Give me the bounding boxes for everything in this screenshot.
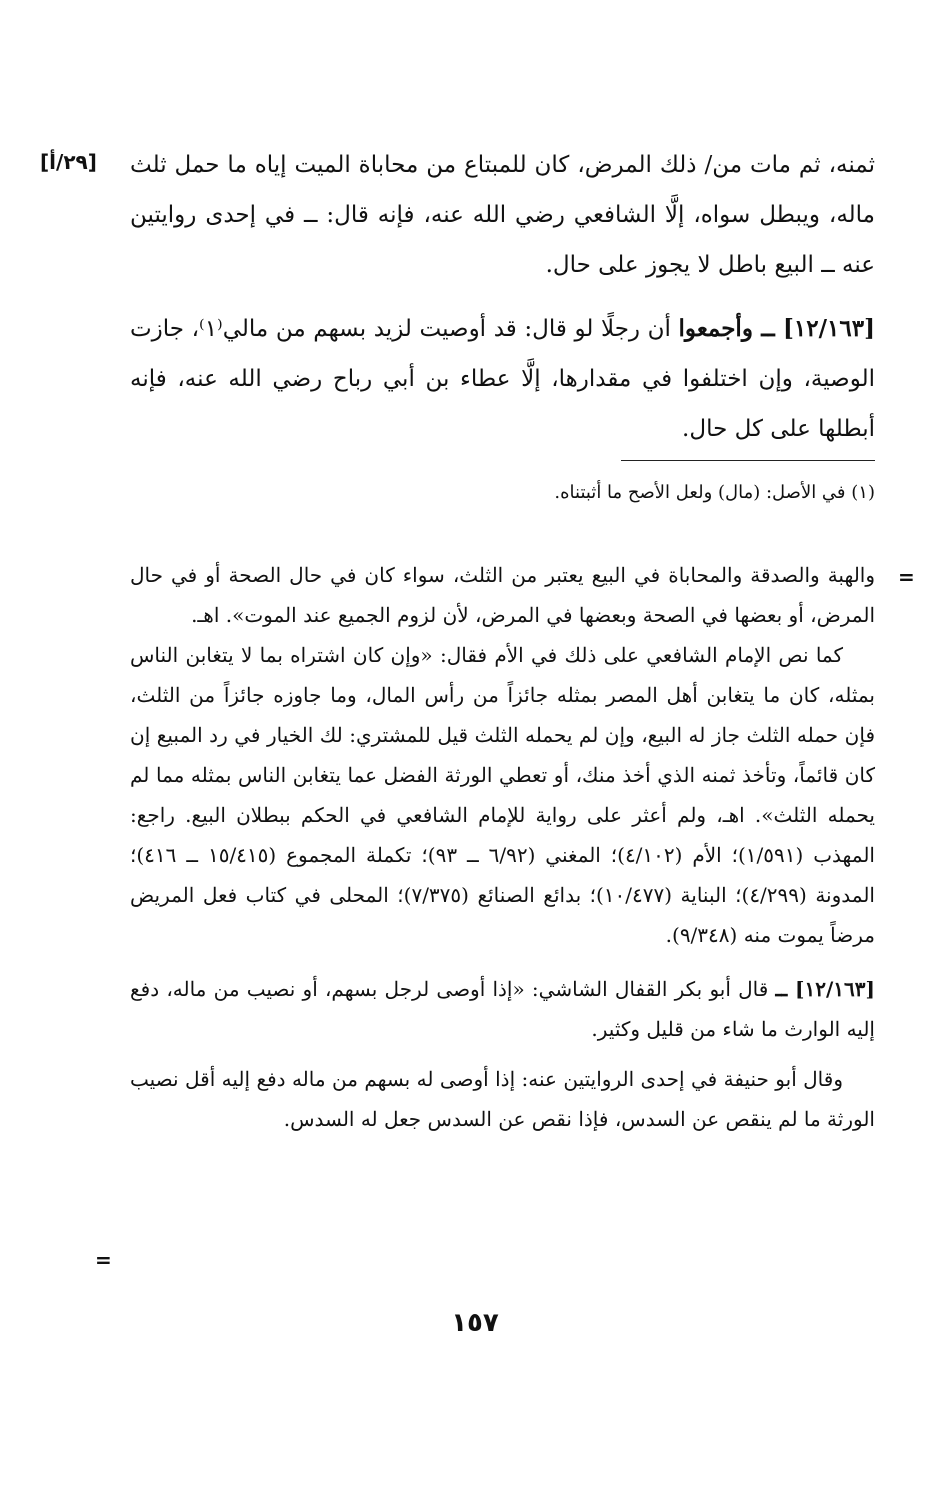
entry-reference: [١٢/١٦٣] ــ وأجمعوا xyxy=(678,315,875,342)
main-paragraph-2-text: أن رجلًا لو قال: قد أوصيت لزيد بسهم من مالي⁽١⁾، جازت الوصية، وإن اختلفوا في مقدارها، إلَّا عطاء بن أبي رباح رضي الله عنه، فإنه أبطلها على كل حال. xyxy=(130,316,875,442)
commentary-paragraph-3-text: قال أبو بكر القفال الشاشي: «إذا أوصى لرجل بسهم، أو نصيب من ماله، دفع إليه الوارث ما شاء من قليل وكثير. xyxy=(130,977,875,1041)
commentary-paragraph-2: كما نص الإمام الشافعي على ذلك في الأم فقال: «وإن كان اشتراه بما لا يتغابن الناس بمثله، كان ما يتغابن أهل المصر بمثله جائزاً من رأس المال، وما جاوزه جائزاً من الثلث، فإن حمله الثلث جاز له البيع، وإن لم يحمله الثلث قيل للمشتري: لك الخيار في رد المبيع إن كان قائماً، وتأخذ ثمنه الذي أخذ منك، أو تعطي الورثة الفضل عما يتغابن الناس بمثله مما لم يحمله الثلث». اهـ، ولم أعثر على رواية للإمام الشافعي في الحكم ببطلان البيع. راجع: المهذب (١/٥٩١)؛ الأم (٤/١٠٢)؛ المغني (٦/٩٢ ــ ٩٣)؛ تكملة المجموع (١٥/٤١٥ ــ ٤١٦)؛ المدونة (٤/٢٩٩)؛ البناية (١٠/٤٧٧)؛ بدائع الصنائع (٧/٣٧٥)؛ المحلى في كتاب فعل المريض مرضاً يموت منه (٩/٣٤٨). xyxy=(130,643,875,947)
commentary-paragraph-3 xyxy=(130,969,875,1049)
footnote-divider xyxy=(621,460,875,461)
continuation-mark: = xyxy=(898,565,915,589)
commentary-reference: [١٢/١٦٣] ــ xyxy=(775,977,875,1001)
folio-marker: [٢٩/أ] xyxy=(40,150,97,174)
main-paragraph-1: ثمنه، ثم مات من/ ذلك المرض، كان للمبتاع من محاباة الميت إياه ما حمل ثلث ماله، ويبطل سواه، إلَّا الشافعي رضي الله عنه، فإنه قال: ــ في إحدى روايتين عنه ــ البيع باطل لا يجوز على حال. xyxy=(130,152,875,278)
commentary xyxy=(130,555,875,1139)
commentary-paragraph-4: وقال أبو حنيفة في إحدى الروايتين عنه: إذا أوصى له بسهم من ماله دفع إليه أقل نصيب الورثة ما لم ينقص عن السدس، فإذا نقص عن السدس جعل له السدس. xyxy=(130,1067,875,1131)
commentary-paragraph-1: والهبة والصدقة والمحاباة في البيع يعتبر من الثلث، سواء كان في حال الصحة أو في حال المرض، أو بعضها في الصحة وبعضها في المرض، لأن لزوم الجميع عند الموت». اهـ. xyxy=(130,563,875,627)
footnote-1: (١) في الأصل: (مال) ولعل الأصح ما أثبتناه. xyxy=(554,482,875,503)
footnotes xyxy=(130,478,875,508)
main-paragraph-2 xyxy=(130,304,875,454)
page-number: ١٥٧ xyxy=(451,1308,499,1338)
end-continuation-mark: = xyxy=(95,1248,112,1272)
main-text xyxy=(130,140,875,454)
